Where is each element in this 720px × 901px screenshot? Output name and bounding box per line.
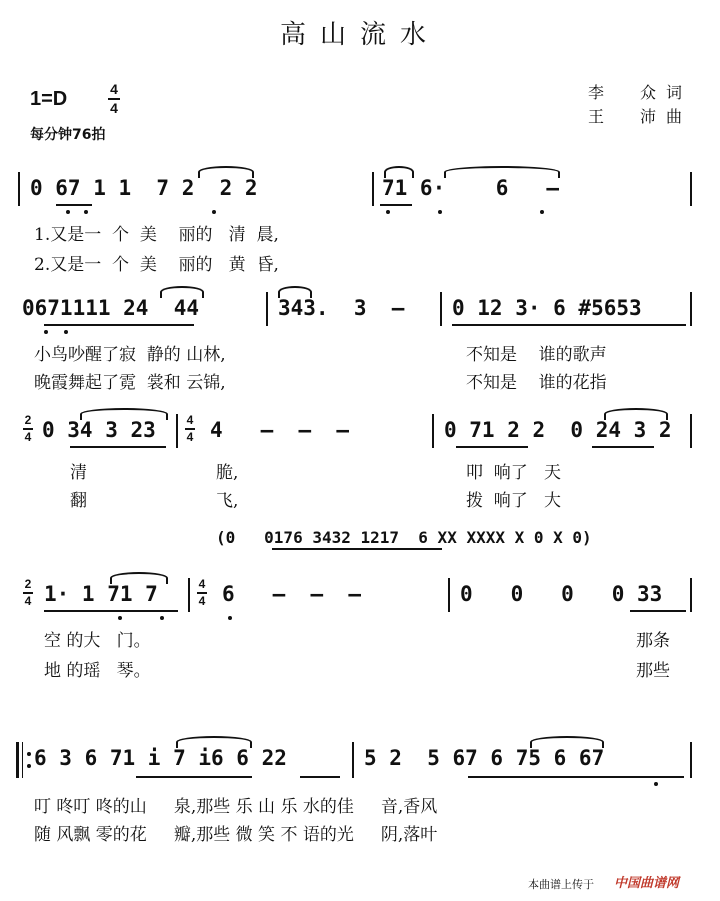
ts-bottom: 4: [24, 594, 32, 608]
underline: [70, 446, 166, 448]
lyrics-verse2: 地 的瑶 琴。: [44, 661, 151, 681]
instrumental-interlude: (0 0176 3432 1217 6 XX XXXX X 0 X 0): [216, 528, 592, 547]
octave-dot: [212, 210, 216, 214]
bar-line: [188, 578, 190, 612]
underline: [300, 776, 340, 778]
ts-top: 4: [198, 577, 206, 591]
bar-line: [372, 172, 374, 206]
lyrics-verse1-c: 叩 响了 天: [466, 463, 562, 483]
underline: [456, 446, 528, 448]
lyrics-verse2: 翻: [70, 491, 87, 511]
lyrics-verse1: 1.又是一 个 美 丽的 清 晨,: [34, 225, 279, 245]
underline: [630, 610, 686, 612]
lyrics-verse2: 晚霞舞起了霓 裳和 云锦,: [34, 373, 226, 393]
notes-row5-b: 5 2 5 67 6 75 6 67: [364, 746, 605, 770]
lyrics-verse1: 清: [70, 463, 87, 483]
slur: [530, 736, 604, 748]
slur: [604, 408, 668, 420]
underline: [44, 324, 194, 326]
slur: [444, 166, 560, 178]
ts-top: 2: [24, 577, 32, 591]
slur: [176, 736, 252, 748]
underline: [136, 776, 252, 778]
upload-notice: 本曲谱上传于: [528, 878, 594, 891]
time-signature-bottom: 4: [110, 100, 118, 116]
site-logo[interactable]: 中国曲谱网: [614, 876, 680, 891]
bar-line: [352, 742, 354, 778]
time-signature-change: [196, 578, 208, 608]
bar-line: [440, 292, 442, 326]
time-signature-change: [184, 414, 196, 444]
bar-line: [448, 578, 450, 612]
slur: [198, 166, 254, 178]
octave-dot: [654, 782, 658, 786]
octave-dot: [118, 616, 122, 620]
slur: [278, 286, 312, 298]
lyrics-verse2-b: 不知是 谁的花指: [466, 373, 607, 393]
underline: [380, 204, 412, 206]
lyrics-verse2-b: 飞,: [216, 491, 239, 511]
bar-line: [690, 742, 692, 778]
lyrics-verse1-b: 脆,: [216, 463, 239, 483]
bar-line: [18, 172, 20, 206]
notes-row4-a: 1· 1 71 7: [44, 582, 158, 606]
bar-line: [432, 414, 434, 448]
octave-dot: [386, 210, 390, 214]
octave-dot: [64, 330, 68, 334]
slur: [160, 286, 204, 298]
underline: [56, 204, 92, 206]
time-signature-top: 4: [110, 81, 118, 97]
notes-row1-b: 71 6· 6 –: [382, 176, 560, 200]
lyrics-verse1-b: 不知是 谁的歌声: [466, 345, 607, 365]
lyrics-verse2-b: 那些: [636, 661, 670, 681]
notes-row3-b: 4 – – –: [210, 418, 350, 442]
underline: [44, 610, 178, 612]
bar-line: [690, 172, 692, 206]
notes-row3-c: 0 71 2 2 0 24 3 2: [444, 418, 672, 442]
lyrics-verse1: 叮 咚叮 咚的山 泉,那些 乐 山 乐 水的佳 音,香风: [34, 797, 438, 817]
song-title: 高山流水: [279, 20, 440, 50]
lyricist-credit: 李 众词: [588, 83, 693, 102]
notes-row1-a: 0 67 1 1 7 2 2 2: [30, 176, 258, 200]
time-signature-change: [22, 578, 34, 608]
lyrics-verse1-b: 那条: [636, 631, 670, 651]
underline: [452, 324, 686, 326]
bar-line: [690, 414, 692, 448]
lyrics-verse2: 2.又是一 个 美 丽的 黄 昏,: [34, 255, 279, 275]
slur: [110, 572, 168, 584]
underline: [592, 446, 654, 448]
underline: [272, 548, 442, 550]
ts-top: 2: [24, 413, 32, 427]
octave-dot: [44, 330, 48, 334]
slur: [80, 408, 168, 420]
slur: [384, 166, 414, 178]
lyrics-verse2: 随 风飘 零的花 瓣,那些 微 笑 不 语的光 阴,落叶: [34, 825, 438, 845]
bar-line: [690, 578, 692, 612]
octave-dot: [438, 210, 442, 214]
tempo-marking: 每分钟76拍: [30, 127, 106, 143]
notes-row2-a: 0671111 24 44: [22, 296, 200, 320]
octave-dot: [160, 616, 164, 620]
underline: [468, 776, 684, 778]
lyrics-verse1: 小鸟吵醒了寂 静的 山林,: [34, 345, 226, 365]
lyrics-verse1: 空 的大 门。: [44, 631, 151, 651]
lyrics-verse2-c: 拨 响了 大: [466, 491, 562, 511]
notes-row4-c: 0 0 0 0 33: [460, 582, 663, 606]
octave-dot: [540, 210, 544, 214]
ts-top: 4: [186, 413, 194, 427]
notes-row5-a: 6 3 6 71 i 7 i6 6 22: [34, 746, 287, 770]
repeat-dot: [27, 752, 31, 756]
bar-line: [176, 414, 178, 448]
repeat-start-thick: [16, 742, 19, 778]
ts-bottom: 4: [198, 594, 206, 608]
ts-bottom: 4: [186, 430, 194, 444]
ts-bottom: 4: [24, 430, 32, 444]
repeat-start-thin: [22, 742, 23, 778]
notes-row2-b: 343. 3 –: [278, 296, 405, 320]
composer-credit: 王 沛曲: [588, 107, 693, 126]
notes-row3-a: 0 34 3 23: [42, 418, 156, 442]
notes-row4-b: 6 – – –: [222, 582, 362, 606]
octave-dot: [66, 210, 70, 214]
time-signature-change: [22, 414, 34, 444]
key-signature: 1=D: [30, 88, 68, 110]
octave-dot: [228, 616, 232, 620]
bar-line: [690, 292, 692, 326]
notes-row2-c: 0 12 3· 6 #5653: [452, 296, 642, 320]
bar-line: [266, 292, 268, 326]
repeat-dot: [27, 764, 31, 768]
octave-dot: [84, 210, 88, 214]
time-signature: [108, 82, 120, 116]
